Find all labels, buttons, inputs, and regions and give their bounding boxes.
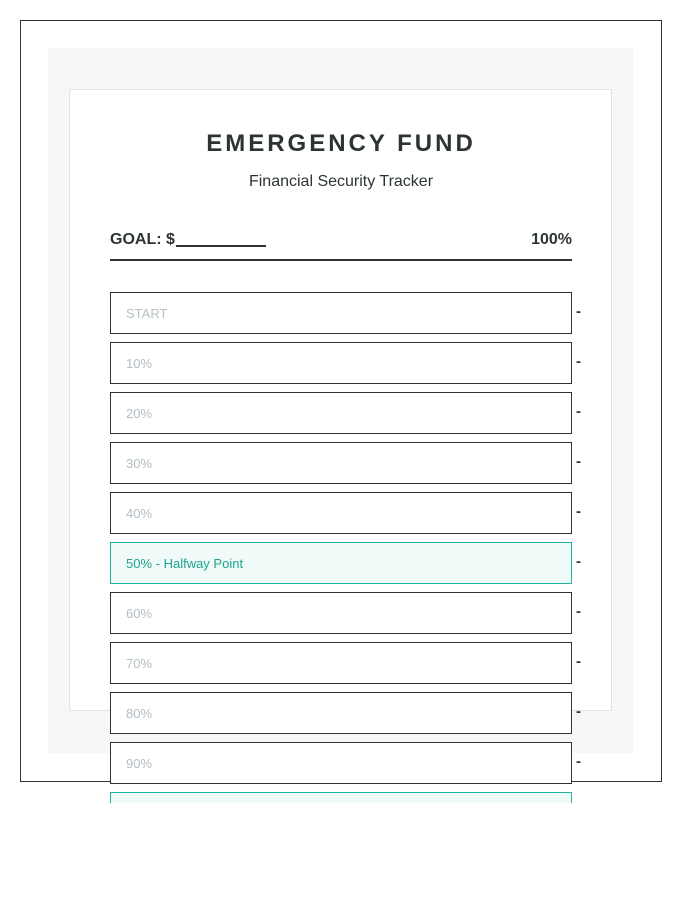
milestone-dash: - xyxy=(576,303,581,320)
milestone-40[interactable] xyxy=(110,492,572,534)
milestone-50-halfway[interactable] xyxy=(110,542,572,584)
milestone-label: 10% xyxy=(126,356,153,371)
milestone-dash: - xyxy=(576,503,581,520)
milestone-dash: - xyxy=(576,353,581,370)
milestone-20[interactable] xyxy=(110,392,572,434)
goal-label xyxy=(110,231,266,249)
page-title: EMERGENCY FUND xyxy=(206,130,476,157)
milestone-label: START xyxy=(126,306,168,321)
milestone-label: 70% xyxy=(126,656,153,671)
milestone-dash: - xyxy=(576,653,581,670)
goal-row xyxy=(110,231,572,261)
milestone-dash: - xyxy=(576,553,581,570)
milestone-30[interactable] xyxy=(110,442,572,484)
milestone-label: 30% xyxy=(126,456,153,471)
milestone-dash: - xyxy=(576,603,581,620)
goal-percent: 100% xyxy=(531,231,572,248)
milestone-label: 60% xyxy=(126,606,153,621)
milestone-start[interactable] xyxy=(110,292,572,334)
milestone-dash: - xyxy=(576,403,581,420)
goal-amount-blank[interactable] xyxy=(176,245,266,247)
milestone-label: 90% xyxy=(126,756,153,771)
milestone-10[interactable] xyxy=(110,342,572,384)
goal-label-text: GOAL: $ xyxy=(110,231,175,248)
milestone-label: 20% xyxy=(126,406,153,421)
milestone-label: 40% xyxy=(126,506,153,521)
milestone-70[interactable] xyxy=(110,642,572,684)
milestone-90[interactable] xyxy=(110,742,572,784)
milestone-dash: - xyxy=(576,753,581,770)
milestone-dash: - xyxy=(576,453,581,470)
milestone-80[interactable] xyxy=(110,692,572,734)
milestone-label: 80% xyxy=(126,706,153,721)
milestone-100[interactable] xyxy=(110,792,572,803)
milestone-60[interactable] xyxy=(110,592,572,634)
page-subtitle: Financial Security Tracker xyxy=(248,173,434,190)
milestone-dash: - xyxy=(576,703,581,720)
milestone-label: 50% - Halfway Point xyxy=(126,556,244,571)
